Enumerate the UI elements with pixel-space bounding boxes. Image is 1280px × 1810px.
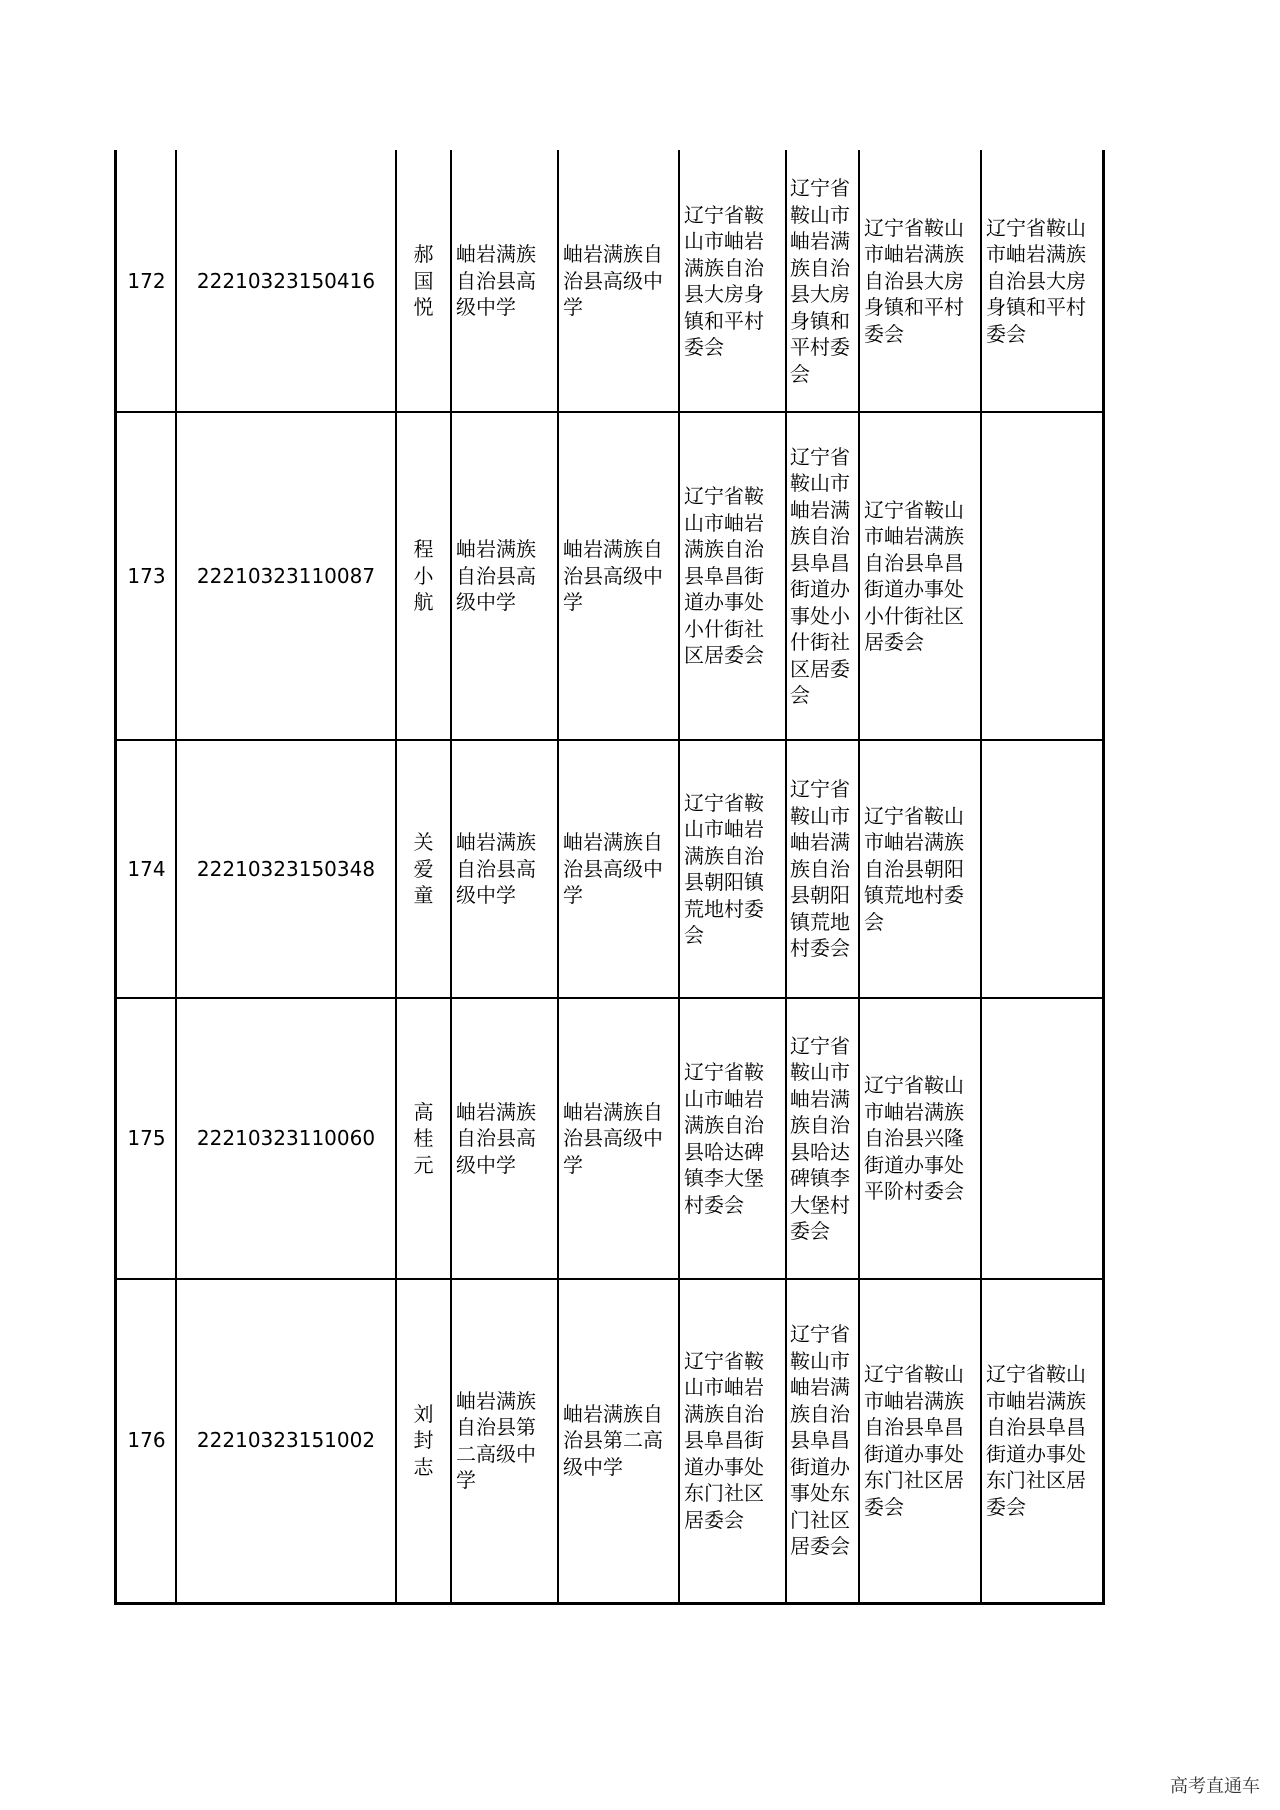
table-row-173-name: 程小航 bbox=[413, 537, 434, 615]
table-row-173-no: 173 bbox=[127, 563, 166, 588]
table-row-175-no: 175 bbox=[127, 1126, 166, 1151]
table-row-176-addr-3: 辽宁省鞍山市岫岩满族自治县阜昌街道办事处东门社区居委会 bbox=[864, 1362, 964, 1519]
table-row-176-addr-4: 辽宁省鞍山市岫岩满族自治县阜昌街道办事处东门社区居委会 bbox=[986, 1362, 1086, 1519]
table-row-172-name: 郝国悦 bbox=[413, 242, 434, 320]
table-row-173-addr-2: 辽宁省鞍山市岫岩满族自治县阜昌街道办事处小什街社区居委会 bbox=[790, 444, 850, 707]
table-row-175-addr-4 bbox=[981, 998, 1103, 1279]
table-row-172-exam-id: 22210323150416 bbox=[196, 268, 376, 293]
table-row-174-addr-3: 辽宁省鞍山市岫岩满族自治县朝阳镇荒地村委会 bbox=[864, 803, 964, 934]
table-row-173-exam-id: 22210323110087 bbox=[196, 563, 376, 588]
table-row-172-addr-3: 辽宁省鞍山市岫岩满族自治县大房身镇和平村委会 bbox=[864, 215, 964, 346]
table-row-176-name: 刘封志 bbox=[413, 1401, 434, 1479]
table-row-174-name: 关爱童 bbox=[413, 830, 434, 908]
data-table bbox=[114, 150, 1105, 1605]
table-row-174-school-a: 岫岩满族自治县高级中学 bbox=[456, 830, 536, 908]
table-row-175-school-a: 岫岩满族自治县高级中学 bbox=[456, 1099, 536, 1177]
table-row-172-addr-1: 辽宁省鞍山市岫岩满族自治县大房身镇和平村委会 bbox=[684, 202, 764, 359]
watermark: 高考直通车 bbox=[1170, 1776, 1260, 1797]
table-row-174-addr-4 bbox=[981, 740, 1103, 998]
table-row-176-school-b: 岫岩满族自治县第二高级中学 bbox=[563, 1401, 663, 1479]
table-row-174-exam-id: 22210323150348 bbox=[196, 856, 376, 881]
table-row-175-exam-id: 22210323110060 bbox=[196, 1126, 376, 1151]
table-row-172-no: 172 bbox=[127, 268, 166, 293]
table-row-176-school-a: 岫岩满族自治县第二高级中学 bbox=[456, 1388, 536, 1492]
table-row-175-addr-2: 辽宁省鞍山市岫岩满族自治县哈达碑镇李大堡村委会 bbox=[790, 1033, 850, 1243]
table-row-176-no: 176 bbox=[127, 1428, 166, 1453]
table-row-176-addr-1: 辽宁省鞍山市岫岩满族自治县阜昌街道办事处东门社区居委会 bbox=[684, 1348, 764, 1532]
table-row-172-addr-4: 辽宁省鞍山市岫岩满族自治县大房身镇和平村委会 bbox=[986, 215, 1086, 346]
table-row-176-addr-2: 辽宁省鞍山市岫岩满族自治县阜昌街道办事处东门社区居委会 bbox=[790, 1322, 850, 1559]
table-row-172-school-b: 岫岩满族自治县高级中学 bbox=[563, 242, 663, 320]
table-row-172-school-a: 岫岩满族自治县高级中学 bbox=[456, 242, 536, 320]
table-row-173-addr-3: 辽宁省鞍山市岫岩满族自治县阜昌街道办事处小什街社区居委会 bbox=[864, 497, 964, 654]
table-row-176-exam-id: 22210323151002 bbox=[196, 1428, 376, 1453]
table-row-174-addr-1: 辽宁省鞍山市岫岩满族自治县朝阳镇荒地村委会 bbox=[684, 790, 764, 947]
table-row-173-addr-1: 辽宁省鞍山市岫岩满族自治县阜昌街道办事处小什街社区居委会 bbox=[684, 484, 764, 668]
table-row-173-school-b: 岫岩满族自治县高级中学 bbox=[563, 537, 663, 615]
table-row-175-addr-1: 辽宁省鞍山市岫岩满族自治县哈达碑镇李大堡村委会 bbox=[684, 1060, 764, 1217]
table-row-175-name: 高桂元 bbox=[413, 1099, 434, 1177]
table-row-173-school-a: 岫岩满族自治县高级中学 bbox=[456, 537, 536, 615]
table-row-172-addr-2: 辽宁省鞍山市岫岩满族自治县大房身镇和平村委会 bbox=[790, 176, 850, 386]
table-row-175-addr-3: 辽宁省鞍山市岫岩满族自治县兴隆街道办事处平阶村委会 bbox=[864, 1073, 964, 1204]
table-row-173-addr-4 bbox=[981, 412, 1103, 740]
table-row-174-addr-2: 辽宁省鞍山市岫岩满族自治县朝阳镇荒地村委会 bbox=[790, 777, 850, 961]
table-row-174-school-b: 岫岩满族自治县高级中学 bbox=[563, 830, 663, 908]
table-row-175-school-b: 岫岩满族自治县高级中学 bbox=[563, 1099, 663, 1177]
table-row-174-no: 174 bbox=[127, 856, 166, 881]
